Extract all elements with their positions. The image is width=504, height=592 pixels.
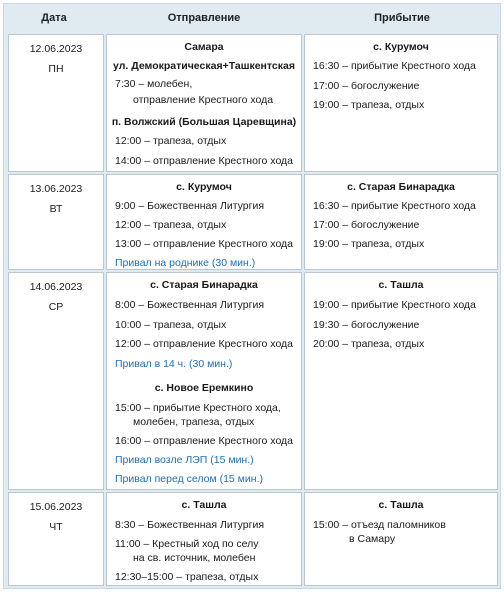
day-2-dep-note: Привал на роднике (30 мин.) — [115, 257, 256, 269]
day-1-dep-line-1: 7:30 – молебен, — [115, 78, 193, 90]
day-3-dep-line-6: 16:00 – отправление Крестного хода — [115, 435, 294, 447]
day-3-departure-cell — [106, 272, 302, 490]
header-date: Дата — [41, 12, 67, 24]
day-3-dep-line-4: 15:00 – прибытие Крестного хода, — [115, 402, 281, 414]
day-4-dep-line-3: на св. источник, молебен — [133, 552, 256, 564]
day-4-arr-line-2: в Самару — [349, 533, 396, 545]
day-1-arr-line-3: 19:00 – трапеза, отдых — [313, 99, 425, 111]
day-1-arrival-cell — [304, 34, 498, 172]
header-arrival: Прибытие — [374, 12, 430, 24]
schedule-table — [3, 3, 501, 589]
day-3-weekday: СР — [48, 301, 64, 313]
day-4-weekday: ЧТ — [49, 521, 63, 533]
day-2-weekday: ВТ — [49, 203, 63, 215]
day-1-arr-line-1: 16:30 – прибытие Крестного хода — [313, 60, 476, 72]
day-2-date-cell — [8, 174, 104, 270]
day-2-arr-line-1: 16:30 – прибытие Крестного хода — [313, 200, 476, 212]
day-1-dep-title-2: ул. Демократическая+Ташкентская — [113, 60, 295, 72]
day-3-arr-line-3: 20:00 – трапеза, отдых — [313, 338, 425, 350]
day-3-dep-note-1: Привал в 14 ч. (30 мин.) — [115, 358, 233, 370]
day-1-dep-title-3: п. Волжский (Большая Царевщина) — [111, 116, 297, 128]
day-2-dep-line-3: 13:00 – отправление Крестного хода — [115, 238, 294, 250]
day-3-arr-line-1: 19:00 – прибытие Крестного хода — [313, 299, 476, 311]
day-2-arrival-cell — [304, 174, 498, 270]
header-departure: Отправление — [167, 12, 241, 24]
day-3-dep-title-2: с. Новое Еремкино — [154, 382, 254, 394]
day-1-date-cell — [8, 34, 104, 172]
day-3-arrival-cell — [304, 272, 498, 490]
day-1-departure-cell — [106, 34, 302, 172]
day-1-dep-title-1: Самара — [184, 41, 224, 53]
day-1-date: 12.06.2023 — [29, 43, 83, 55]
day-3-date-cell — [8, 272, 104, 490]
day-4-departure-cell — [106, 492, 302, 586]
day-1-arr-title: с. Курумоч — [373, 41, 429, 53]
day-4-date-cell — [8, 492, 104, 586]
day-4-dep-line-2: 11:00 – Крестный ход по селу — [115, 538, 259, 550]
day-3-dep-title-1: с. Старая Бинарадка — [150, 279, 258, 291]
day-2-dep-title: с. Курумоч — [176, 181, 232, 193]
day-2-date: 13.06.2023 — [29, 183, 83, 195]
day-1-arr-line-2: 17:00 – богослужение — [313, 80, 420, 92]
day-4-arrival-cell — [304, 492, 498, 586]
day-2-dep-line-2: 12:00 – трапеза, отдых — [115, 219, 227, 231]
day-3-dep-line-3: 12:00 – отправление Крестного хода — [115, 338, 294, 350]
day-3-date: 14.06.2023 — [29, 281, 83, 293]
day-1-weekday: ПН — [48, 63, 64, 75]
day-3-arr-line-2: 19:30 – богослужение — [313, 319, 420, 331]
day-2-arr-title: с. Старая Бинарадка — [347, 181, 455, 193]
day-2-departure-cell — [106, 174, 302, 270]
day-1-dep-line-3: 12:00 – трапеза, отдых — [115, 135, 227, 147]
day-4-dep-line-4: 12:30–15:00 – трапеза, отдых — [115, 571, 259, 583]
day-3-dep-line-1: 8:00 – Божественная Литургия — [115, 299, 265, 311]
day-4-dep-line-1: 8:30 – Божественная Литургия — [115, 519, 265, 531]
day-3-dep-note-2: Привал возле ЛЭП (15 мин.) — [115, 454, 254, 466]
day-3-dep-line-2: 10:00 – трапеза, отдых — [115, 319, 227, 331]
day-4-date: 15.06.2023 — [29, 501, 83, 513]
day-3-dep-line-5: молебен, трапеза, отдых — [133, 416, 255, 428]
day-3-arr-title: с. Ташла — [378, 279, 424, 291]
day-2-arr-line-3: 19:00 – трапеза, отдых — [313, 238, 425, 250]
day-3-dep-note-3: Привал перед селом (15 мин.) — [115, 473, 263, 485]
day-4-arr-title: с. Ташла — [378, 499, 424, 511]
day-1-dep-line-2: отправление Крестного хода — [133, 94, 274, 106]
day-2-dep-line-1: 9:00 – Божественная Литургия — [115, 200, 265, 212]
day-1-dep-line-4: 14:00 – отправление Крестного хода — [115, 155, 294, 167]
day-4-dep-title: с. Ташла — [181, 499, 227, 511]
day-4-arr-line-1: 15:00 – отъезд паломников — [313, 519, 446, 531]
day-2-arr-line-2: 17:00 – богослужение — [313, 219, 420, 231]
